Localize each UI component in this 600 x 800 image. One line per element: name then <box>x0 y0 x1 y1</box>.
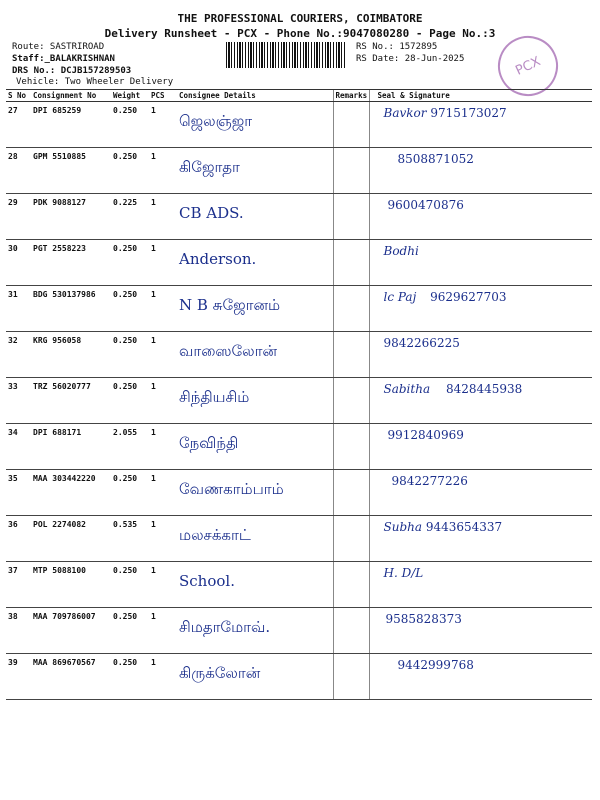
consignee-handwriting: சிந்தியசிம் <box>179 388 250 406</box>
signature-name: Bavkor <box>383 106 427 120</box>
signature-phone: 8428445938 <box>445 382 523 396</box>
signature-name: Bodhi <box>383 244 419 258</box>
row-pcs: 1 <box>149 608 177 654</box>
row-consignment-no: MAA 709786007 <box>31 608 111 654</box>
row-consignee-cell <box>177 148 333 194</box>
consignee-handwriting: கிருக்லோன் <box>179 664 261 682</box>
consignee-handwriting: Anderson. <box>179 250 257 268</box>
row-sno: 36 <box>6 516 31 562</box>
signature-handwriting <box>384 290 591 304</box>
row-weight: 0.250 <box>111 102 149 148</box>
signature-handwriting <box>384 658 591 672</box>
table-body <box>6 102 592 700</box>
row-consignment-no: PDK 9088127 <box>31 194 111 240</box>
signature-phone: 9842277226 <box>391 474 468 488</box>
row-consignee-cell <box>177 378 333 424</box>
row-sno: 33 <box>6 378 31 424</box>
row-weight: 0.250 <box>111 608 149 654</box>
row-consignment-no: PGT 2558223 <box>31 240 111 286</box>
consignee-handwriting: சிமதாமோவ். <box>179 618 271 636</box>
signature-name: Sabitha <box>383 382 431 396</box>
row-consignee-cell <box>177 332 333 378</box>
row-remarks-cell <box>333 470 369 516</box>
row-pcs: 1 <box>149 516 177 562</box>
company-title: THE PROFESSIONAL COURIERS, COIMBATORE <box>177 12 423 25</box>
row-pcs: 1 <box>149 240 177 286</box>
row-pcs: 1 <box>149 378 177 424</box>
signature-phone: 9442999768 <box>397 658 474 672</box>
row-weight: 0.535 <box>111 516 149 562</box>
row-consignment-no: MAA 869670567 <box>31 654 111 700</box>
signature-handwriting <box>384 336 591 350</box>
row-consignee-cell <box>177 562 333 608</box>
row-consignment-no: TRZ 56020777 <box>31 378 111 424</box>
staff-label: Staff:_BALAKRISHNAN <box>12 54 115 64</box>
row-sno: 32 <box>6 332 31 378</box>
row-consignee-cell <box>177 102 333 148</box>
row-consignment-no: MAA 303442220 <box>31 470 111 516</box>
row-signature-cell <box>369 148 592 194</box>
row-weight: 0.250 <box>111 148 149 194</box>
signature-phone: 8508871052 <box>397 152 474 166</box>
consignee-handwriting: School. <box>179 572 235 590</box>
row-weight: 0.250 <box>111 654 149 700</box>
row-remarks-cell <box>333 148 369 194</box>
col-consignment-header: Consignment No <box>31 90 111 102</box>
row-consignment-no: DPI 688171 <box>31 424 111 470</box>
consignee-handwriting: N B சுஜோனம் <box>179 296 281 314</box>
route-label: Route: SASTRIROAD <box>12 42 105 52</box>
row-sno: 31 <box>6 286 31 332</box>
consignee-handwriting: கிஜோதா <box>179 158 240 176</box>
consignee-handwriting: நேவிந்தி <box>179 434 239 452</box>
rs-date: RS Date: 28-Jun-2025 <box>356 54 465 64</box>
row-pcs: 1 <box>149 424 177 470</box>
drs-number: DRS No.: DCJB157289503 <box>12 66 132 76</box>
table-row <box>6 194 592 240</box>
signature-handwriting <box>384 612 591 626</box>
row-sno: 39 <box>6 654 31 700</box>
col-sno-header: S No <box>6 90 31 102</box>
row-pcs: 1 <box>149 102 177 148</box>
signature-handwriting <box>384 520 591 534</box>
row-weight: 0.250 <box>111 286 149 332</box>
row-consignment-no: POL 2274082 <box>31 516 111 562</box>
row-signature-cell <box>369 516 592 562</box>
signature-name: lc Paj <box>383 290 417 304</box>
signature-phone: 9443654337 <box>425 520 503 534</box>
runsheet-table <box>6 89 592 700</box>
signature-phone: 9585828373 <box>385 612 462 626</box>
row-signature-cell <box>369 470 592 516</box>
row-consignment-no: KRG 956058 <box>31 332 111 378</box>
row-remarks-cell <box>333 240 369 286</box>
row-consignee-cell <box>177 240 333 286</box>
row-signature-cell <box>369 562 592 608</box>
row-weight: 2.055 <box>111 424 149 470</box>
row-weight: 0.250 <box>111 240 149 286</box>
table-row <box>6 378 592 424</box>
row-remarks-cell <box>333 286 369 332</box>
row-consignee-cell <box>177 516 333 562</box>
col-weight-header: Weight <box>111 90 149 102</box>
row-remarks-cell <box>333 562 369 608</box>
signature-handwriting <box>384 566 591 580</box>
row-sno: 34 <box>6 424 31 470</box>
row-pcs: 1 <box>149 562 177 608</box>
row-consignee-cell <box>177 286 333 332</box>
row-sno: 27 <box>6 102 31 148</box>
row-sno: 29 <box>6 194 31 240</box>
row-consignment-no: MTP 5088100 <box>31 562 111 608</box>
vehicle-label: Vehicle: Two Wheeler Delivery <box>16 77 174 87</box>
col-consignee-header: Consignee Details <box>177 90 333 102</box>
runsheet-subtitle: Delivery Runsheet - PCX - Phone No.:9047080280 - Page No.:3 <box>104 27 496 40</box>
row-sno: 28 <box>6 148 31 194</box>
consignee-handwriting: ஜெலஞ்ஜா <box>179 112 253 130</box>
row-weight: 0.250 <box>111 470 149 516</box>
consignee-handwriting: மலசக்காட் <box>179 526 251 544</box>
row-consignment-no: DPI 685259 <box>31 102 111 148</box>
col-remarks-header: Remarks <box>333 90 369 102</box>
row-consignee-cell <box>177 194 333 240</box>
row-remarks-cell <box>333 194 369 240</box>
row-remarks-cell <box>333 516 369 562</box>
row-pcs: 1 <box>149 286 177 332</box>
signature-phone: 9715173027 <box>430 106 507 120</box>
signature-name: H. D/L <box>383 566 424 580</box>
row-signature-cell <box>369 332 592 378</box>
row-weight: 0.225 <box>111 194 149 240</box>
table-row <box>6 286 592 332</box>
row-signature-cell <box>369 240 592 286</box>
consignee-handwriting: வேணகாம்பாம் <box>179 480 284 498</box>
signature-handwriting <box>384 474 591 488</box>
row-weight: 0.250 <box>111 562 149 608</box>
row-consignment-no: GPM 5510885 <box>31 148 111 194</box>
signature-handwriting <box>384 152 591 166</box>
row-remarks-cell <box>333 424 369 470</box>
row-signature-cell <box>369 608 592 654</box>
signature-handwriting <box>384 198 591 212</box>
row-pcs: 1 <box>149 470 177 516</box>
row-remarks-cell <box>333 608 369 654</box>
consignee-handwriting: CB ADS. <box>179 204 244 222</box>
signature-phone: 9629627703 <box>430 290 507 304</box>
row-remarks-cell <box>333 378 369 424</box>
table-row <box>6 240 592 286</box>
row-signature-cell <box>369 102 592 148</box>
row-pcs: 1 <box>149 654 177 700</box>
row-remarks-cell <box>333 332 369 378</box>
row-consignee-cell <box>177 654 333 700</box>
table-row <box>6 102 592 148</box>
pcx-stamp: PCX <box>488 26 568 106</box>
table-row <box>6 470 592 516</box>
consignee-handwriting: வாஸைலோன் <box>179 342 277 360</box>
signature-phone: 9912840969 <box>387 428 464 442</box>
table-row <box>6 608 592 654</box>
signature-phone: 9600470876 <box>387 198 464 212</box>
row-sno: 30 <box>6 240 31 286</box>
col-pcs-header: PCS <box>149 90 177 102</box>
rs-number: RS No.: 1572895 <box>356 42 438 52</box>
row-signature-cell <box>369 194 592 240</box>
row-sno: 35 <box>6 470 31 516</box>
row-pcs: 1 <box>149 194 177 240</box>
row-consignee-cell <box>177 470 333 516</box>
row-consignee-cell <box>177 608 333 654</box>
row-signature-cell <box>369 286 592 332</box>
barcode-image <box>226 42 346 68</box>
signature-handwriting <box>384 106 591 120</box>
signature-handwriting <box>384 428 591 442</box>
row-remarks-cell <box>333 654 369 700</box>
row-consignee-cell <box>177 424 333 470</box>
row-weight: 0.250 <box>111 378 149 424</box>
row-sno: 37 <box>6 562 31 608</box>
table-row <box>6 148 592 194</box>
table-row <box>6 332 592 378</box>
table-row <box>6 424 592 470</box>
signature-handwriting <box>384 382 591 396</box>
row-consignment-no: BDG 530137986 <box>31 286 111 332</box>
signature-phone: 9842266225 <box>383 336 460 350</box>
row-signature-cell <box>369 424 592 470</box>
table-row <box>6 654 592 700</box>
row-pcs: 1 <box>149 148 177 194</box>
row-sno: 38 <box>6 608 31 654</box>
row-signature-cell <box>369 654 592 700</box>
table-header-row <box>6 90 592 102</box>
signature-name: Subha <box>383 520 423 534</box>
table-row <box>6 562 592 608</box>
table-row <box>6 516 592 562</box>
signature-handwriting <box>384 244 591 258</box>
row-pcs: 1 <box>149 332 177 378</box>
row-signature-cell <box>369 378 592 424</box>
row-weight: 0.250 <box>111 332 149 378</box>
col-signature-header: Seal & Signature <box>369 90 592 102</box>
row-remarks-cell <box>333 102 369 148</box>
